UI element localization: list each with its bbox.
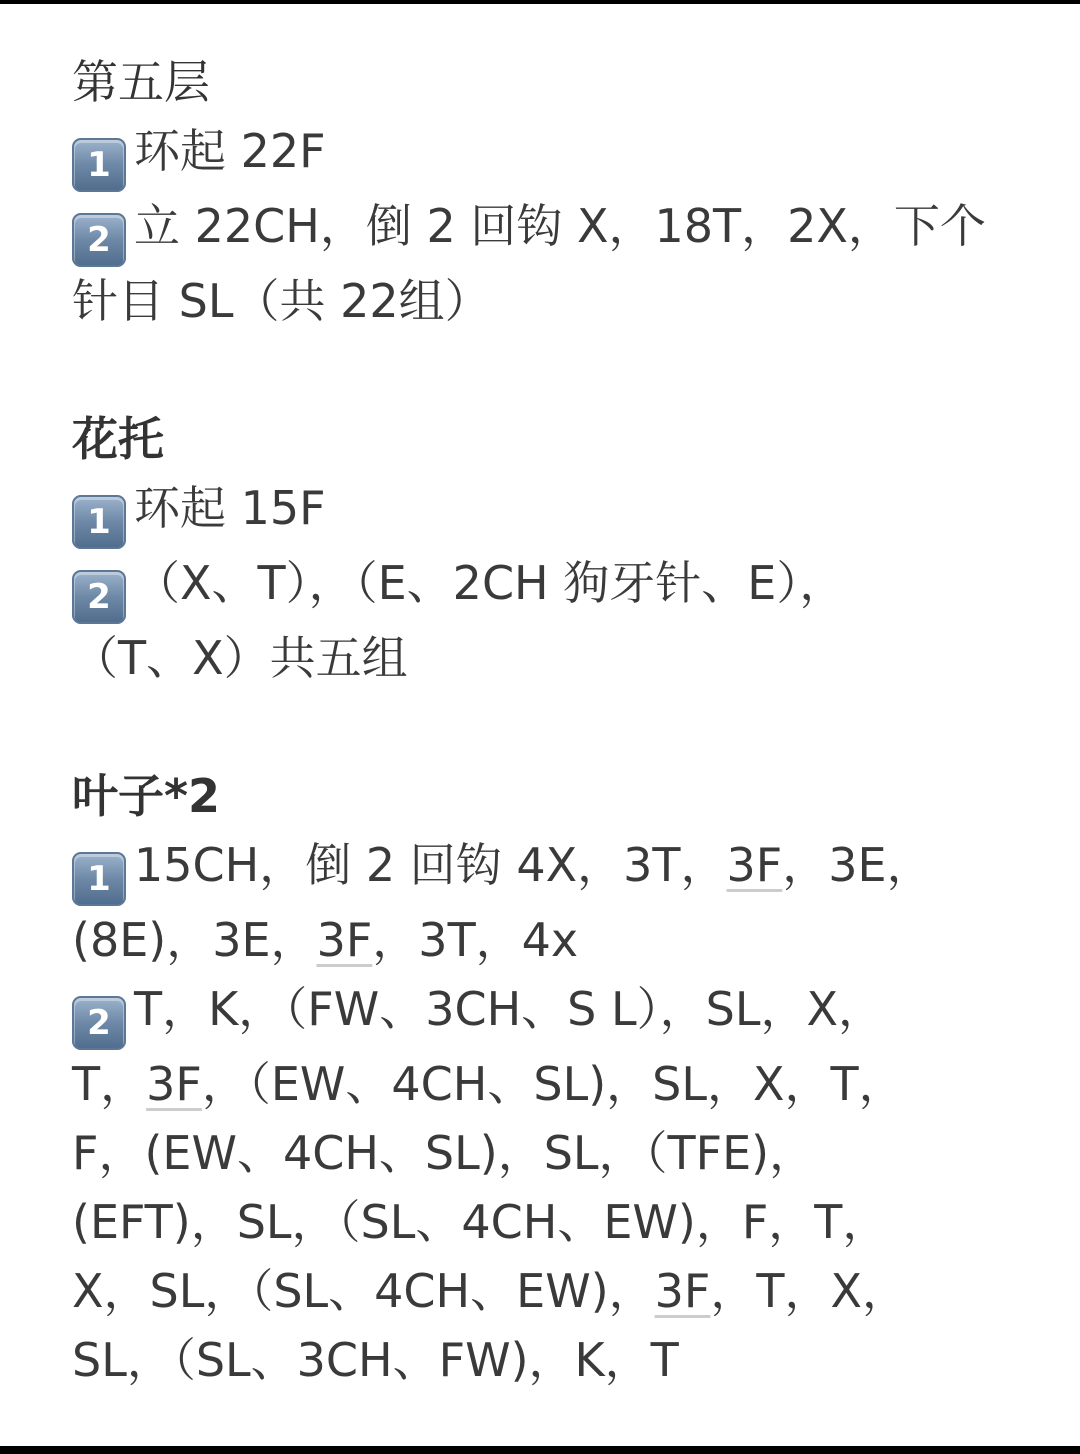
step-text: T， bbox=[72, 1057, 147, 1111]
step-text: 15CH，倒 2 回钩 4X，3T， bbox=[134, 838, 727, 892]
step-text-continuation: (EFT)，SL，（SL、4CH、EW)，F，T， bbox=[72, 1195, 889, 1249]
underlined-text: 3F bbox=[654, 1264, 711, 1318]
step-row bbox=[72, 474, 1012, 549]
section-leaf bbox=[72, 762, 1012, 1395]
step-text: 立 22CH，倒 2 回钩 X，18T，2X，下个 bbox=[134, 199, 986, 253]
step-text-continuation: SL，（SL、3CH、FW)，K，T bbox=[72, 1333, 679, 1387]
document-page bbox=[0, 4, 1080, 1446]
step-text-continuation: （T、X）共五组 bbox=[72, 631, 408, 685]
keycap-number-icon: 2 bbox=[72, 996, 126, 1050]
step-row bbox=[72, 831, 1012, 906]
keycap-number-icon: 1 bbox=[72, 852, 126, 906]
pattern-notes bbox=[72, 48, 1012, 1395]
section-title: 叶子*2 bbox=[72, 769, 221, 823]
underlined-text: 3F bbox=[726, 838, 783, 892]
step-text: X，SL，（SL、4CH、EW)， bbox=[72, 1264, 655, 1318]
step-row bbox=[72, 975, 1012, 1050]
step-text-continuation: 针目 SL（共 22组） bbox=[72, 274, 491, 328]
keycap-number-icon: 2 bbox=[72, 213, 126, 267]
underlined-text: 3F bbox=[316, 913, 373, 967]
underlined-text: 3F bbox=[146, 1057, 202, 1111]
keycap-number-icon: 1 bbox=[72, 138, 126, 192]
step-row bbox=[72, 192, 1012, 267]
step-text: ，3T，4x bbox=[372, 913, 579, 967]
step-text: T，K，（FW、3CH、S L），SL，X， bbox=[134, 982, 884, 1036]
keycap-number-icon: 2 bbox=[72, 570, 126, 624]
step-text-continuation bbox=[72, 1257, 1012, 1326]
section-layer-5 bbox=[72, 48, 1012, 336]
step-row bbox=[72, 117, 1012, 192]
step-text: ，（EW、4CH、SL)，SL，X，T， bbox=[201, 1057, 905, 1111]
step-text: 环起 15F bbox=[134, 481, 326, 535]
step-text: (8E)，3E， bbox=[72, 913, 317, 967]
step-text-continuation: F，(EW、4CH、SL)，SL，（TFE)， bbox=[72, 1126, 816, 1180]
step-text-continuation bbox=[72, 906, 1012, 975]
section-title: 第五层 bbox=[72, 55, 210, 109]
step-text-continuation bbox=[72, 1050, 1012, 1119]
step-text: （X、T），（E、2CH 狗牙针、E）， bbox=[134, 556, 846, 610]
step-text: ，3E， bbox=[782, 838, 933, 892]
section-calyx bbox=[72, 405, 1012, 693]
step-text: 环起 22F bbox=[134, 124, 326, 178]
step-text: ，T，X， bbox=[710, 1264, 908, 1318]
section-title: 花托 bbox=[72, 412, 164, 466]
keycap-number-icon: 1 bbox=[72, 495, 126, 549]
step-row bbox=[72, 549, 1012, 624]
